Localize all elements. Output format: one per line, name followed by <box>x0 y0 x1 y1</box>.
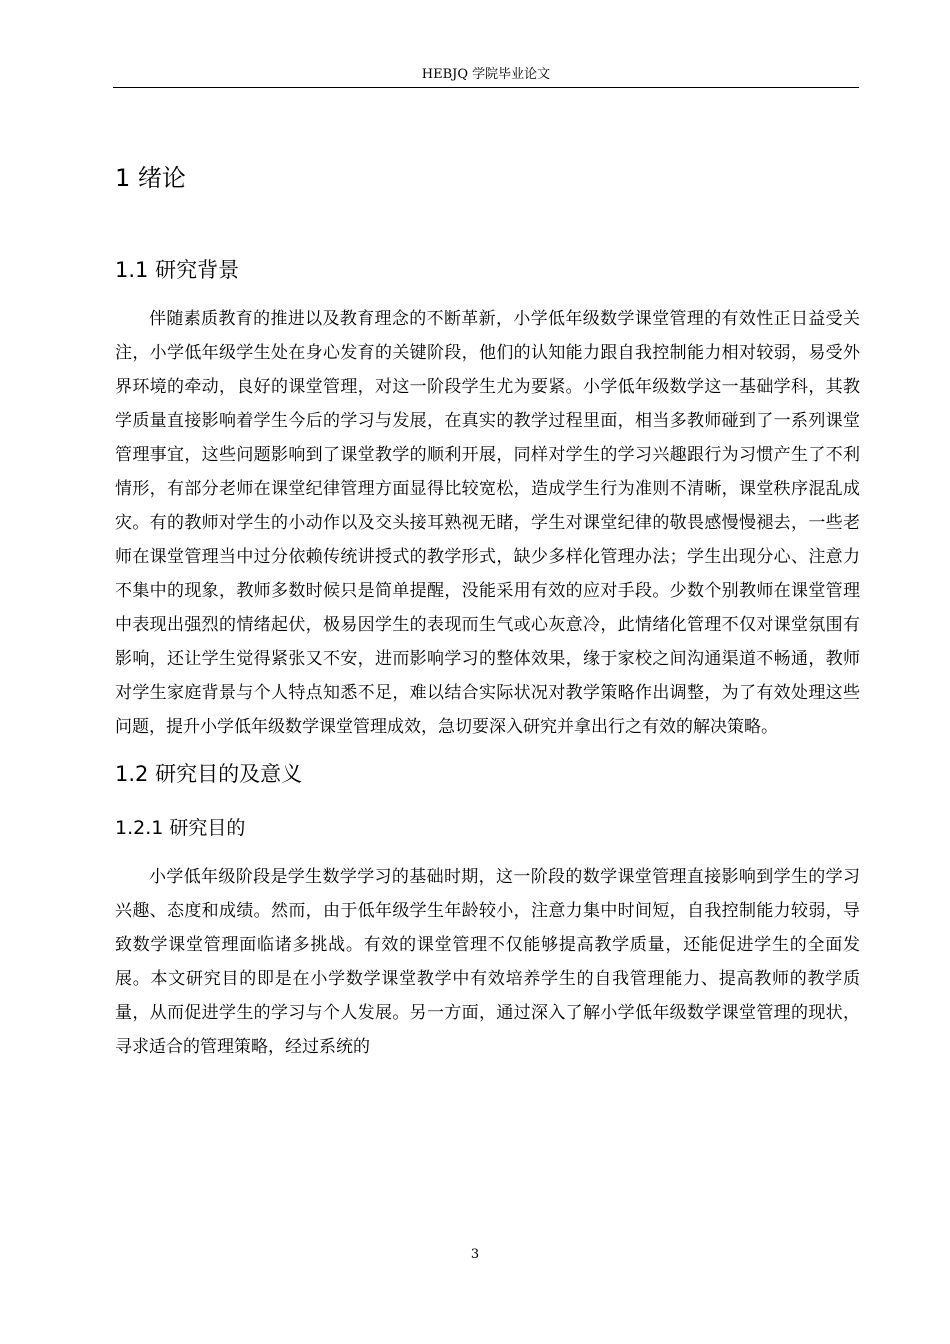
paragraph-purpose: 小学低年级阶段是学生数学学习的基础时期，这一阶段的数学课堂管理直接影响到学生的学习兴趣、态度和成绩。然而，由于低年级学生年龄较小，注意力集中时间短，自我控制能力较弱，导致数学课堂管理面临诸多挑战。有效的课堂管理不仅能够提高教学质量，还能促进学生的全面发展。本文研究目的即是在小学数学课堂教学中有效培养学生的自我管理能力、提高教师的教学质量，从而促进学生的学习与个人发展。另一方面，通过深入了解小学低年级数学课堂管理的现状，寻求适合的管理策略，经过系统的 <box>115 867 860 1057</box>
chapter-title: 1 绪论 <box>115 164 186 192</box>
section-title-1-1: 1.1 研究背景 <box>115 258 240 282</box>
page-number: 3 <box>470 1247 480 1262</box>
header-rule <box>113 87 859 88</box>
paragraph-background: 伴随素质教育的推进以及教育理念的不断革新，小学低年级数学课堂管理的有效性正日益受关注，小学低年级学生处在身心发育的关键阶段，他们的认知能力跟自我控制能力相对较弱，易受外界环境的牵动，良好的课堂管理，对这一阶段学生尤为要紧。小学低年级数学这一基础学科，其教学质量直接影响着学生今后的学习与发展，在真实的教学过程里面，相当多教师碰到了一系列课堂管理事宜，这些问题影响到了课堂教学的顺利开展，同样对学生的学习兴趣跟行为习惯产生了不利情形，有部分老师在课堂纪律管理方面显得比较宽松，造成学生行为准则不清晰，课堂秩序混乱成灾。有的教师对学生的小动作以及交头接耳熟视无睹，学生对课堂纪律的敬畏感慢慢褪去，一些老师在课堂管理当中过分依赖传统讲授式的教学形式，缺少多样化管理办法；学生出现分心、注意力不集中的现象，教师多数时候只是简单提醒，没能采用有效的应对手段。少数个别教师在课堂管理中表现出强烈的情绪起伏，极易因学生的表现而生气或心灰意冷，此情绪化管理不仅对课堂氛围有影响，还让学生觉得紧张又不安，进而影响学习的整体效果，缘于家校之间沟通渠道不畅通，教师对学生家庭背景与个人特点知悉不足，难以结合实际状况对教学策略作出调整，为了有效处理这些问题，提升小学低年级数学课堂管理成效，急切要深入研究并拿出行之有效的解决策略。 <box>115 309 860 737</box>
subsection-title-1-2-1: 1.2.1 研究目的 <box>115 817 246 839</box>
section-title-1-2: 1.2 研究目的及意义 <box>115 762 303 786</box>
running-header: HEBJQ 学院毕业论文 <box>421 67 551 82</box>
page-content <box>115 150 860 1064</box>
